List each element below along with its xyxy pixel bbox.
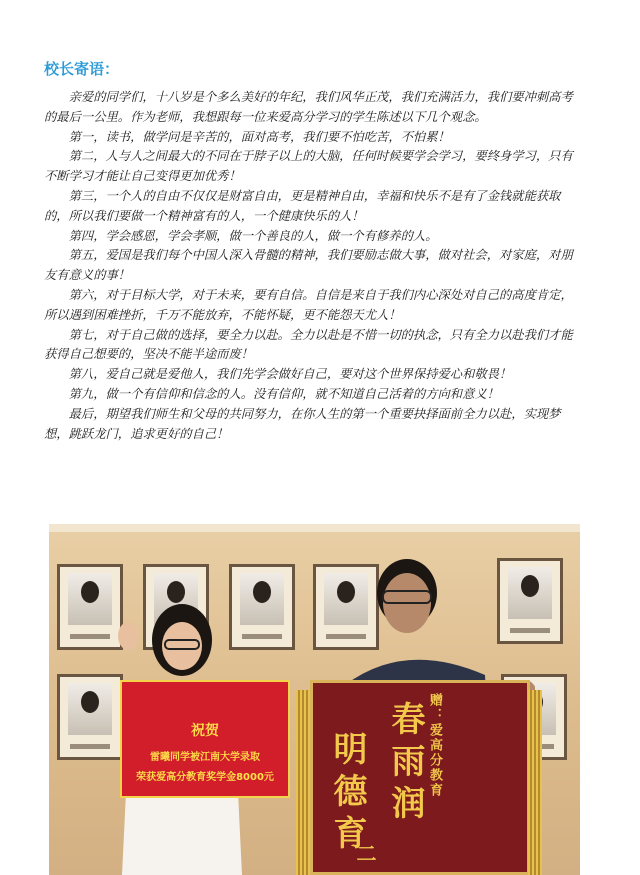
letter-paragraph: 第七，对于自己做的选择，要全力以赴。全力以赴是不惜一切的执念，只有全力以赴我们才能获得自己想要的，坚决不能半途而废！ bbox=[44, 327, 573, 362]
pennant-partial-text: 二 bbox=[353, 843, 377, 871]
pennant-fringe bbox=[296, 690, 310, 875]
letter-paragraph: 亲爱的同学们，十八岁是个多么美好的年纪，我们风华正茂，我们充满活力，我们要冲刺高考的最后一公里。作为老师，我想跟每一位来爱高分学习的学生陈述以下几个观念。 bbox=[44, 90, 573, 124]
silk-pennant bbox=[310, 680, 530, 875]
letter-paragraph: 最后，期望我们师生和父母的共同努力，在你人生的第一个重要抉择面前全力以赴，实现梦想，跳跃龙门，追求更好的自己！ bbox=[44, 406, 561, 441]
letter-paragraph: 第九，做一个有信仰和信念的人。没有信仰，就不知道自己活着的方向和意义！ bbox=[68, 386, 499, 401]
banner-line: 雷曦同学被江南大学录取 bbox=[150, 752, 260, 763]
letter-paragraph: 第五，爱国是我们每个中国人深入骨髓的精神，我们要励志做大事，做对社会，对家庭，对朋友有意义的事！ bbox=[44, 248, 573, 283]
letter-paragraph: 第八，爱自己就是爱他人，我们先学会做好自己，要对这个世界保持爱心和敬畏！ bbox=[68, 367, 512, 382]
letter-paragraph: 第三，一个人的自由不仅仅是财富自由，更是精神自由，幸福和快乐不是有了金钱就能获取的，所以我们要做一个精神富有的人，一个健康快乐的人！ bbox=[44, 188, 561, 223]
letter-paragraph: 第四，学会感恩，学会孝顺，做一个善良的人，做一个有修养的人。 bbox=[68, 228, 438, 243]
banner-title: 祝贺 bbox=[191, 723, 219, 739]
letter-paragraph: 第六，对于目标大学，对于未来，要有自信。自信是来自于我们内心深处对自己的高度肯定，所以遇到困难挫折，千万不能放弃，不能怀疑，更不能怨天尤人！ bbox=[44, 287, 573, 322]
pennant-gift-line: 赠：爱高分教育 bbox=[427, 693, 442, 798]
pennant-fringe bbox=[528, 690, 542, 875]
pennant-motto-right: 春雨润 bbox=[385, 701, 425, 827]
principal-letter bbox=[44, 88, 584, 444]
letter-paragraph: 第二，人与人之间最大的不同在于脖子以上的大脑，任何时候要学会学习，要终身学习，只有不断学习才能让自己变得更加优秀！ bbox=[44, 149, 573, 184]
banner-line: 荣获爱高分教育奖学金8000元 bbox=[136, 772, 274, 783]
letter-paragraph: 第一，读书，做学问是辛苦的，面对高考，我们要不怕吃苦，不怕累！ bbox=[68, 129, 450, 144]
page-heading: 校长寄语： bbox=[44, 60, 120, 78]
pennant-motto-left: 明德育 bbox=[327, 731, 367, 857]
congratulation-banner bbox=[120, 680, 290, 798]
